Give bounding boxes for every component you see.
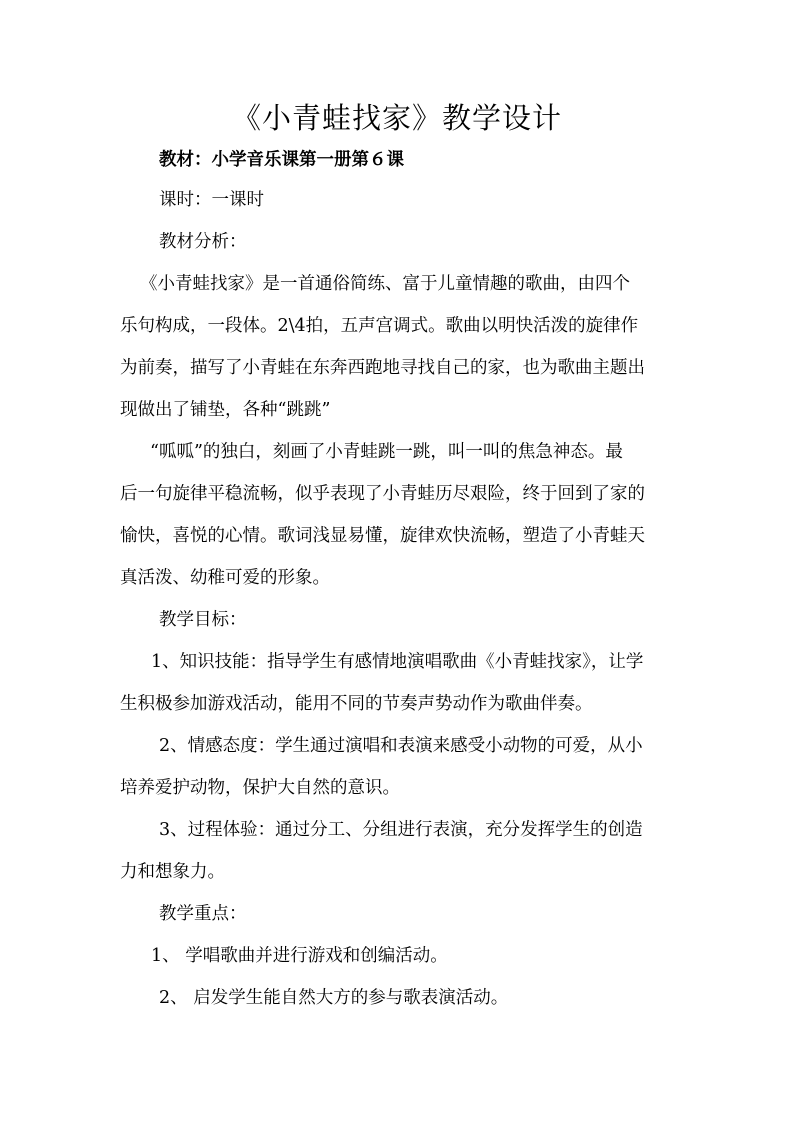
- analysis-p1-line-4: 现做出了铺垫，各种“跳跳”: [120, 400, 331, 420]
- analysis-p1-line-1: 《小青蛙找家》是一首通俗简练、富于儿童情趣的歌曲，由四个: [140, 274, 630, 294]
- analysis-p2-line-4: 真活泼、幼稚可爱的形象。: [120, 568, 330, 588]
- goals-heading: 教学目标：: [159, 610, 247, 630]
- key-points-heading: 教学重点：: [159, 904, 247, 924]
- goal-1-line-1: 1、知识技能：指导学生有感情地演唱歌曲《小青蛙找家》，让学: [151, 652, 644, 672]
- goal-3-line-1: 3、过程体验：通过分工、分组进行表演，充分发挥学生的创造: [159, 820, 643, 840]
- material-line: 教材：小学音乐课第一册第６课: [159, 150, 404, 170]
- analysis-heading: 教材分析：: [159, 232, 247, 252]
- goal-2-line-2: 培养爱护动物，保护大自然的意识。: [120, 778, 400, 798]
- key-point-2: 2、 启发学生能自然大方的参与歌表演活动。: [159, 988, 509, 1008]
- analysis-p2-line-3: 愉快，喜悦的心情。歌词浅显易懂，旋律欢快流畅，塑造了小青蛙天: [120, 526, 645, 546]
- analysis-p2-line-1: “呱呱”的独白，刻画了小青蛙跳一跳，叫一叫的焦急神态。最: [150, 442, 623, 462]
- analysis-p1-line-3: 为前奏，描写了小青蛙在东奔西跑地寻找自己的家，也为歌曲主题出: [120, 358, 645, 378]
- key-point-1: 1、 学唱歌曲并进行游戏和创编活动。: [151, 946, 448, 966]
- goal-3-line-2: 力和想象力。: [120, 862, 225, 882]
- goal-1-line-2: 生积极参加游戏活动，能用不同的节奏声势动作为歌曲伴奏。: [120, 694, 593, 714]
- analysis-p2-line-2: 后一句旋律平稳流畅，似乎表现了小青蛙历尽艰险，终于回到了家的: [120, 484, 645, 504]
- analysis-p1-line-2: 乐句构成，一段体。2\4拍，五声宫调式。歌曲以明快活泼的旋律作: [120, 316, 639, 336]
- document-title: 《小青蛙找家》教学设计: [231, 101, 562, 135]
- goal-2-line-1: 2、情感态度：学生通过演唱和表演来感受小动物的可爱，从小: [159, 736, 643, 756]
- period-line: 课时：一课时: [159, 190, 264, 210]
